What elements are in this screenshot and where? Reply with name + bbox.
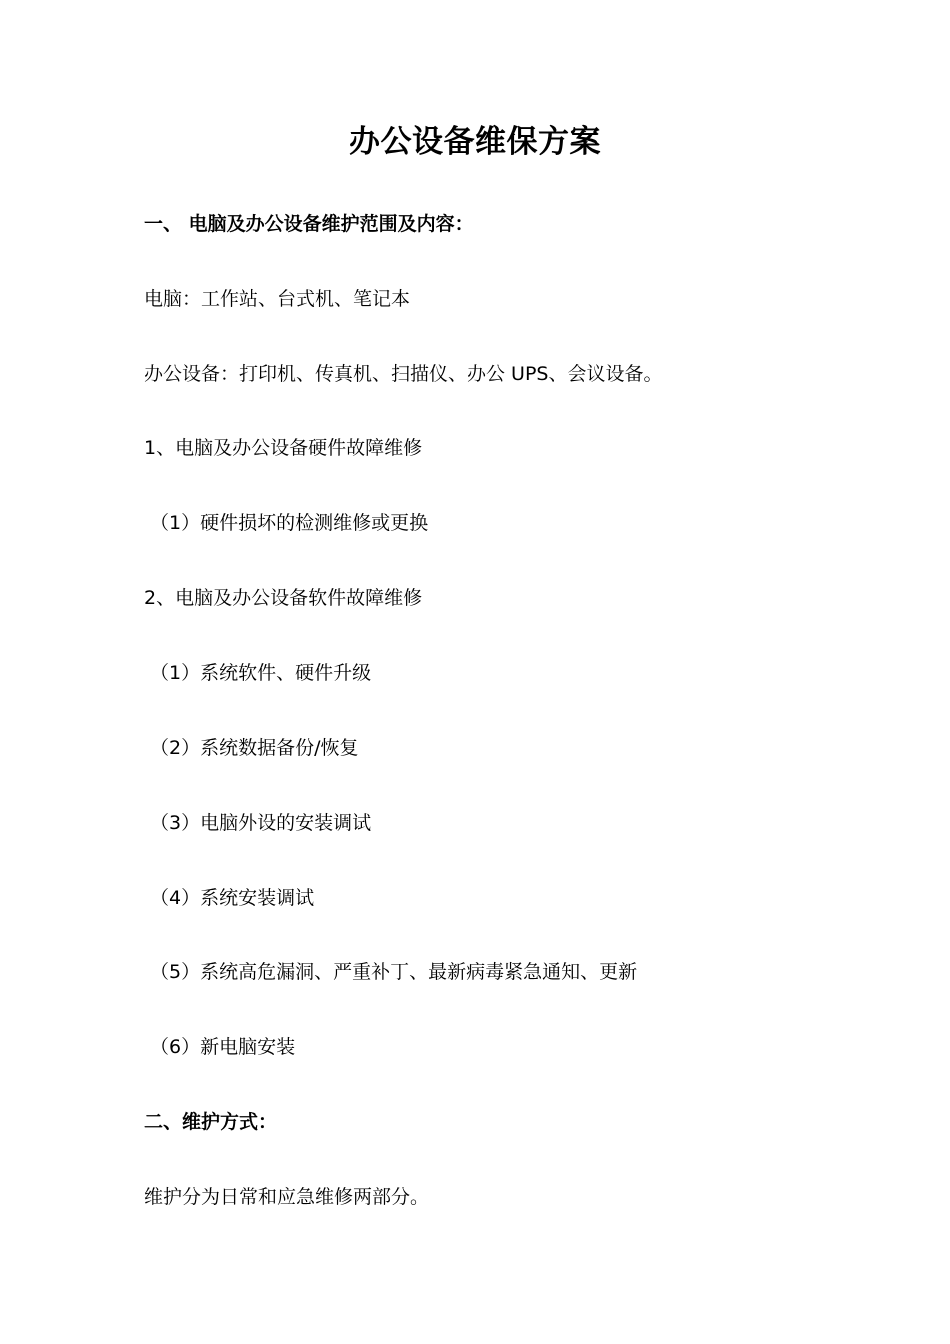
section-heading-scope: 一、 电脑及办公设备维护范围及内容： [144,213,474,235]
paragraph-computers: 电脑：工作站、台式机、笔记本 [144,288,411,310]
document-title: 办公设备维保方案 [349,124,601,160]
sub-item-new-computer: （6）新电脑安装 [150,1036,296,1058]
sub-item-hardware-replace: （1）硬件损坏的检测维修或更换 [150,512,429,534]
sub-item-system-install: （4）系统安装调试 [150,887,315,909]
sub-item-peripherals: （3）电脑外设的安装调试 [150,812,372,834]
list-item-software-repair: 2、电脑及办公设备软件故障维修 [144,587,423,609]
paragraph-maintenance-types: 维护分为日常和应急维修两部分。 [144,1186,430,1208]
sub-item-upgrade: （1）系统软件、硬件升级 [150,662,372,684]
paragraph-office-equipment: 办公设备：打印机、传真机、扫描仪、办公 UPS、会议设备。 [144,363,663,385]
section-heading-method: 二、维护方式： [144,1111,278,1133]
sub-item-backup: （2）系统数据备份/恢复 [150,737,359,759]
sub-item-security-updates: （5）系统高危漏洞、严重补丁、最新病毒紧急通知、更新 [150,961,638,983]
list-item-hardware-repair: 1、电脑及办公设备硬件故障维修 [144,437,423,459]
